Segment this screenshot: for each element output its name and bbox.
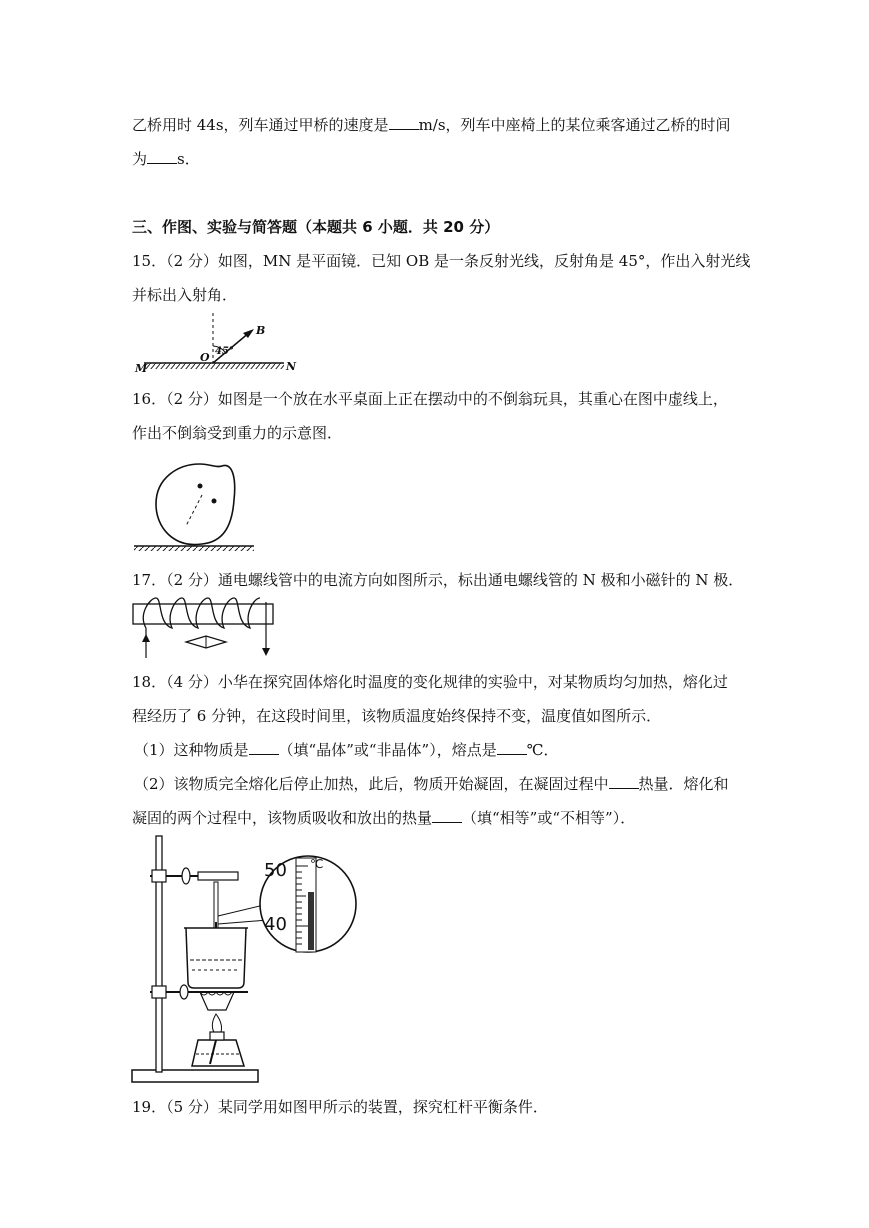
q18-apparatus-figure [128, 832, 368, 1088]
q18-line-2: 程经历了 6 分钟，在这段时间里，该物质温度始终保持不变，温度值如图所示． [132, 707, 662, 725]
q14-text-a: 乙桥用时 44s，列车通过甲桥的速度是 [132, 116, 389, 134]
q17-line-1: 17．（2 分）通电螺线管中的电流方向如图所示，标出通电螺线管的 N 极和小磁针的 N 极． [132, 571, 744, 589]
q18-text-c: ℃． [526, 741, 559, 759]
q18-line-1: 18．（4 分）小华在探究固体熔化时温度的变化规律的实验中，对某物质均匀加热，熔化过 [132, 673, 728, 691]
q18-line-3 [134, 739, 559, 760]
label-o: O [200, 351, 210, 364]
label-angle: 45° [215, 346, 234, 357]
label-b: B [256, 324, 266, 337]
scale-label-40: 40 [264, 914, 287, 935]
q18-blank-heat[interactable] [609, 776, 639, 789]
q15-line-2: 并标出入射角． [132, 286, 238, 304]
q18-line-4 [134, 773, 729, 794]
label-n: N [286, 360, 297, 373]
q18-blank-type[interactable] [249, 742, 279, 755]
q17-solenoid-figure [128, 594, 280, 660]
q14-text-d: s． [177, 150, 200, 168]
q19-line-1: 19．（5 分）某同学用如图甲所示的装置，探究杠杆平衡条件． [132, 1098, 548, 1116]
q14-blank-speed[interactable] [389, 117, 419, 130]
q14-text-b: m/s，列车中座椅上的某位乘客通过乙桥的时间 [418, 116, 731, 134]
q18-text-f: 凝固的两个过程中，该物质吸收和放出的热量 [132, 809, 433, 827]
q16-line-1: 16．（2 分）如图是一个放在水平桌面上正在摆动中的不倒翁玩具，其重心在图中虚线上， [132, 390, 728, 408]
q15-line-1: 15．（2 分）如图，MN 是平面镜．已知 OB 是一条反射光线，反射角是 45°，作出入射光线 [132, 252, 751, 270]
q15-mirror-figure [130, 310, 310, 376]
q18-text-g: （填“相等”或“不相等”）． [462, 809, 636, 827]
q18-text-b: （填“晶体”或“非晶体”），熔点是 [278, 741, 497, 759]
section-3-heading: 三、作图、实验与简答题（本题共 6 小题．共 20 分） [132, 218, 500, 236]
q18-text-e: 热量．熔化和 [638, 775, 729, 793]
q18-text-d: （2）该物质完全熔化后停止加热，此后，物质开始凝固，在凝固过程中 [134, 775, 609, 793]
q16-line-2: 作出不倒翁受到重力的示意图． [132, 424, 343, 442]
q14-blank-time[interactable] [147, 151, 177, 164]
q18-blank-melting-point[interactable] [497, 742, 527, 755]
scale-label-50: 50 [264, 860, 287, 881]
q18-blank-equal[interactable] [432, 810, 462, 823]
q16-tumbler-figure [130, 458, 260, 554]
q14-line-2 [132, 148, 200, 169]
label-m: M [135, 362, 148, 375]
q14-text-c: 为 [132, 150, 148, 168]
scale-unit: ℃ [310, 857, 324, 871]
q18-text-a: （1）这种物质是 [134, 741, 249, 759]
q14-line-1 [132, 114, 731, 135]
q18-line-5 [132, 807, 635, 828]
